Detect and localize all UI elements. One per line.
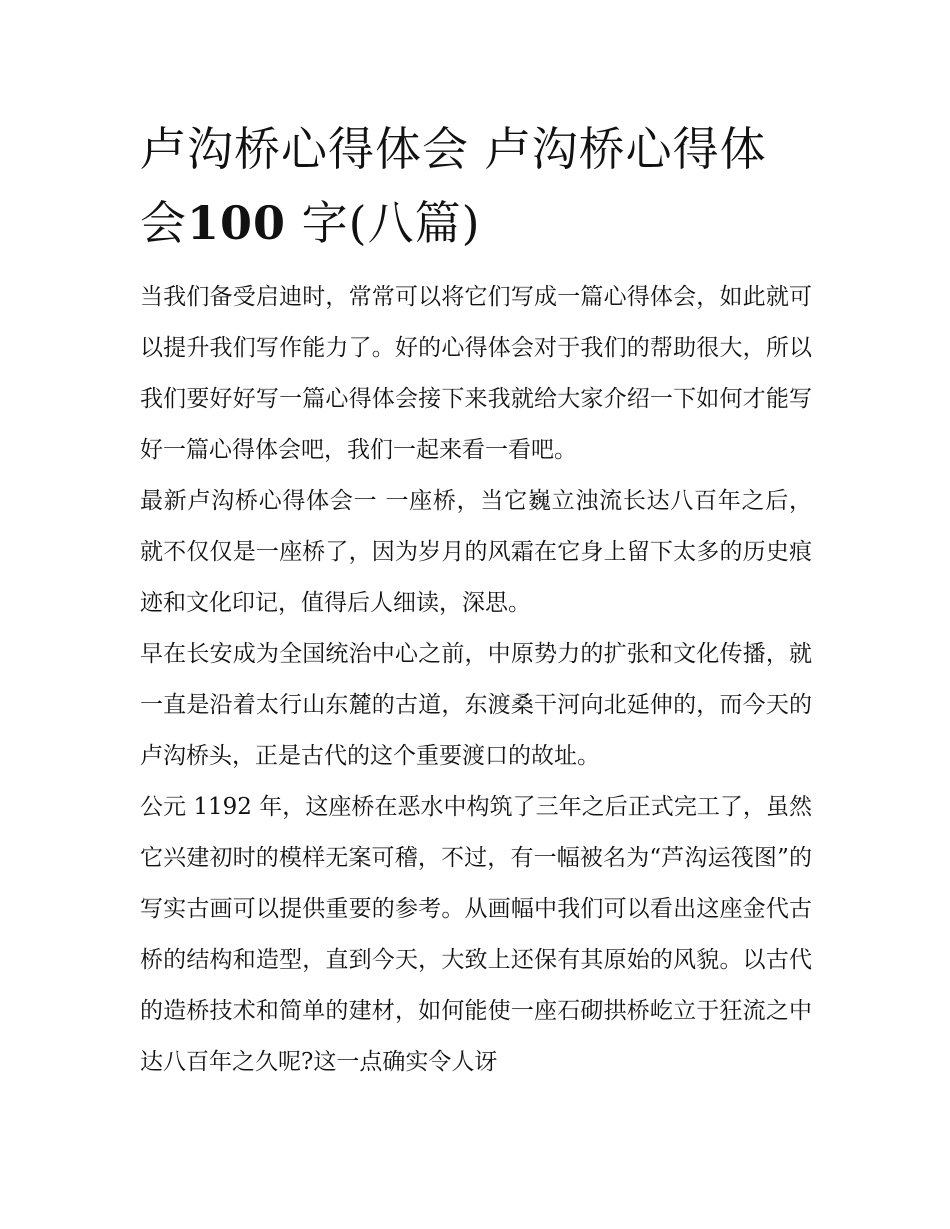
- document-page: [140, 112, 812, 1088]
- paragraph-construction: 公元 1192 年，这座桥在恶水中构筑了三年之后正式完工了，虽然它兴建初时的模样无案可稽，不过，有一幅被名为“芦沟运筏图”的写实古画可以提供重要的参考。从画幅中我们可以看出这座金代古桥的结构和造型，直到今天，大致上还保有其原始的风貌。以古代的造桥技术和简单的建材，如何能使一座石砌拱桥屹立于狂流之中达八百年之久呢?这一点确实令人讶: [140, 794, 812, 1075]
- paragraph-intro: 当我们备受启迪时，常常可以将它们写成一篇心得体会，如此就可以提升我们写作能力了。好的心得体会对于我们的帮助很大，所以我们要好好写一篇心得体会接下来我就给大家介绍一下如何才能写好一篇心得体会吧，我们一起来看一看吧。: [140, 284, 812, 463]
- document-title: [140, 112, 812, 260]
- paragraph-bridge-history: 最新卢沟桥心得体会一 一座桥，当它巍立浊流长达八百年之后，就不仅仅是一座桥了，因为岁月的风霜在它身上留下太多的历史痕迹和文化印记，值得后人细读，深思。: [140, 488, 812, 616]
- title-text-part1: 卢沟桥心得体会 卢沟桥心得体会: [140, 122, 767, 250]
- title-number: 100: [187, 196, 287, 250]
- title-text-part2: 字(八篇): [286, 196, 481, 250]
- paragraph-ancient-crossing: 早在长安成为全国统治中心之前，中原势力的扩张和文化传播，就一直是沿着太行山东麓的古道，东渡桑干河向北延伸的，而今天的卢沟桥头，正是古代的这个重要渡口的故址。: [140, 641, 812, 769]
